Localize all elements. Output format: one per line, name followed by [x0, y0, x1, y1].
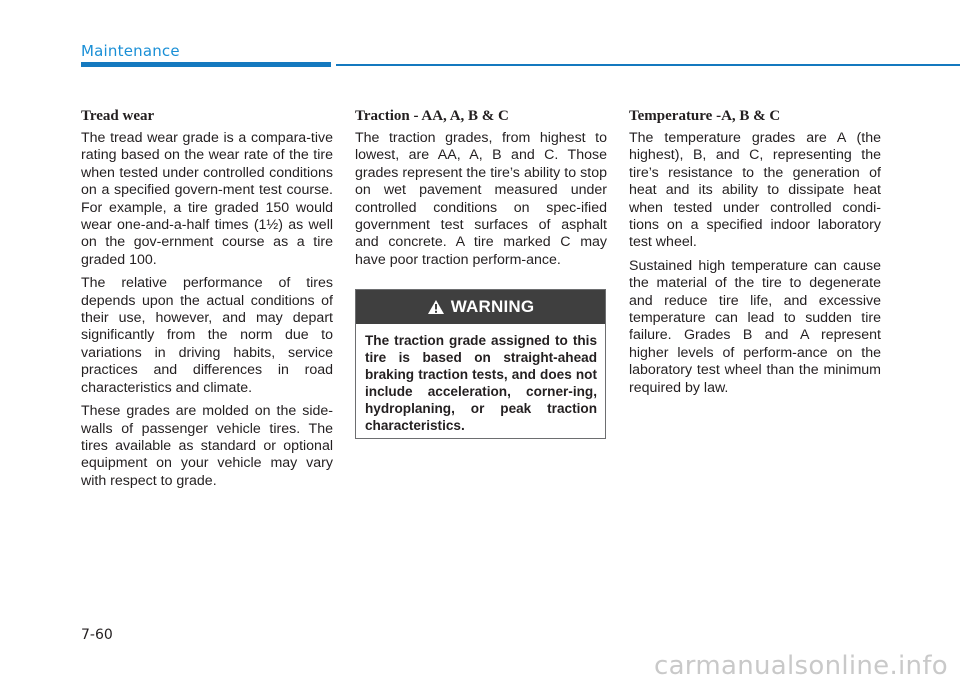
paragraph: The temperature grades are A (the highest), B, and C, representing the tire’s resistance to the generation of heat and its ability to dissipate heat when tested under controlled condi-tions on a specified indoor laboratory test wheel. [629, 130, 881, 251]
column-traction [355, 107, 607, 275]
warning-header [356, 290, 605, 324]
paragraph: Sustained high temperature can cause the material of the tire to degenerate and reduce tire life, and excessive temperature can lead to sudden tire failure. Grades B and A represent higher levels of perform-ance on the laboratory test wheel than the minimum required by law. [629, 257, 881, 396]
paragraph: The tread wear grade is a compara-tive rating based on the wear rate of the tire when tested under controlled conditions on a specified govern-ment test course. For example, a tire graded 150 would wear one-and-a-half times (1½) as well on the gov-ernment course as a tire graded 100. [81, 130, 333, 268]
warning-text: The traction grade assigned to this tire is based on straight-ahead braking traction tests, and does not include acceleration, corner-ing, hydroplaning, or peak traction characteristics. [365, 333, 597, 433]
warning-triangle-icon [427, 299, 445, 315]
header-rule-thin [336, 64, 960, 66]
watermark: carmanualsonline.info [653, 651, 948, 681]
paragraph: These grades are molded on the side-walls of passenger vehicle tires. The tires available as standard or optional equipment on your vehicle may vary with respect to grade. [81, 403, 333, 489]
section-label: Maintenance [81, 42, 180, 60]
heading-temperature: Temperature -A, B & C [629, 108, 781, 124]
paragraph: The relative performance of tires depends upon the actual conditions of their use, however, and may depart significantly from the norm due to variations in driving habits, service practices and differences in road characteristics and climate. [81, 275, 333, 396]
warning-title: WARNING [450, 297, 535, 316]
header-rule-thick [81, 62, 331, 67]
column-temperature [629, 107, 881, 403]
heading-tread-wear: Tread wear [81, 108, 155, 124]
heading-traction: Traction - AA, A, B & C [355, 108, 509, 124]
paragraph: The traction grades, from highest to lowest, are AA, A, B and C. Those grades represent the tire’s ability to stop on wet pavement measured under controlled conditions on spec-ified government test surfaces of asphalt and concrete. A tire marked C may have poor traction perform-ance. [355, 130, 607, 268]
page-number: 7-60 [81, 627, 113, 643]
warning-box [355, 289, 606, 439]
column-tread-wear [81, 107, 333, 496]
